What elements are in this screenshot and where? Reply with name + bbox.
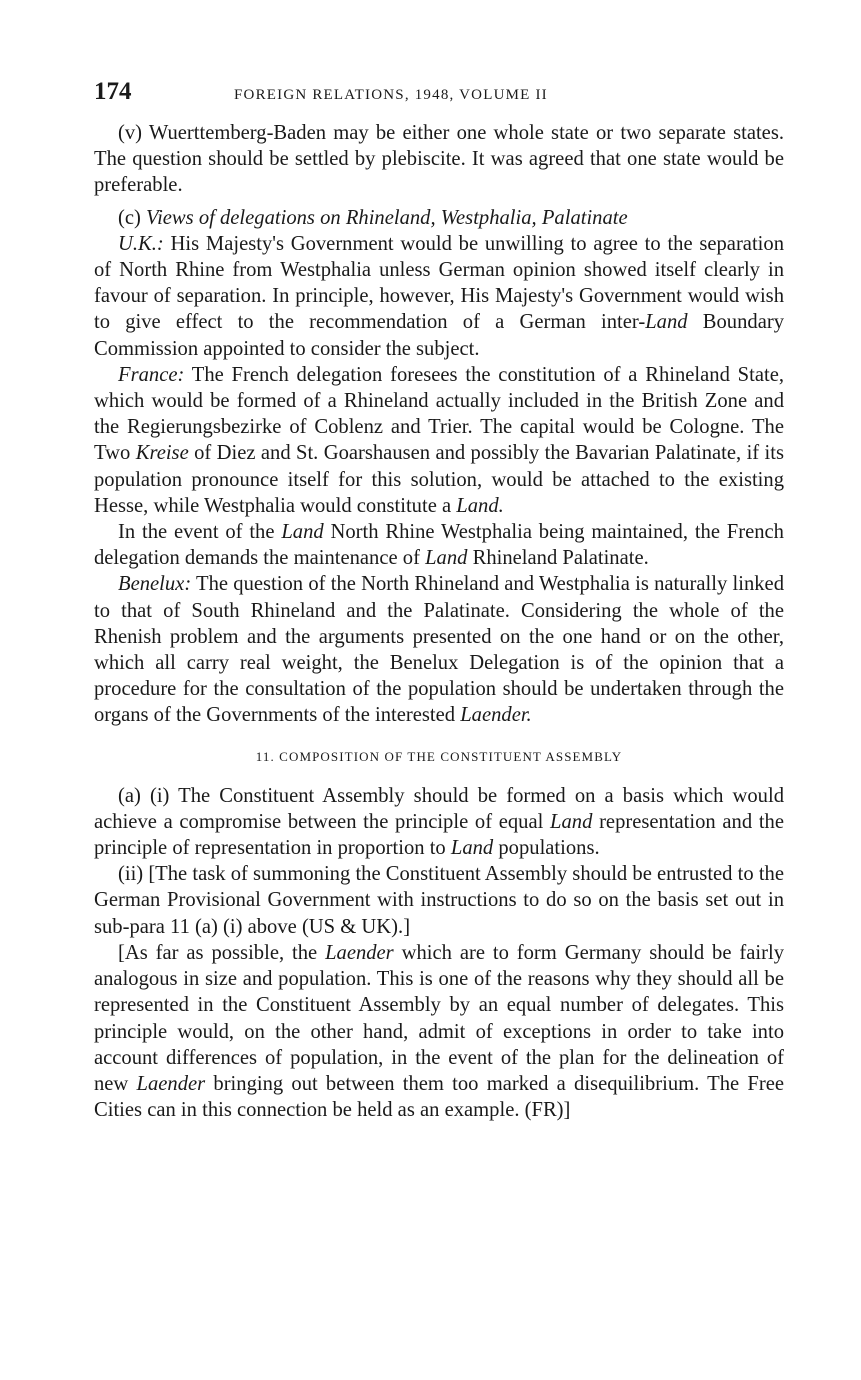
uk-label: U.K.: (118, 232, 164, 255)
france-text-1: The French delegation foresees the constitution of a Rhineland State, which would be formed of a Rhineland actually included in the British Zone and the Regierungsbezirke of Coblenz and Trier. The capital would be Cologne. The Two (94, 363, 784, 465)
s11-a-italic-2: Land (450, 837, 494, 860)
uk-italic-1: Land (645, 311, 688, 334)
paragraph-france-land-maintenance (94, 519, 784, 571)
uk-text-1: His Majesty's Government would be unwilling to agree to the separation of North Rhine from Westphalia unless German opinion showed itself clearly in favour of separation. In principle, however, His Majesty's Government would wish to give effect to the recommendation of a German inter- (94, 232, 784, 334)
section-heading-11: 11. COMPOSITION OF THE CONSTITUENT ASSEMBLY (255, 748, 623, 764)
paragraph-11-fr-note (94, 940, 784, 1123)
paragraph-11-a-i (94, 783, 784, 862)
france-label: France: (118, 363, 185, 386)
subheading-c-views (94, 205, 784, 231)
running-head: FOREIGN RELATIONS, 1948, VOLUME II (234, 87, 548, 103)
s11-fr-text-1: [As far as possible, the (118, 941, 326, 964)
france-italic-2: Land. (456, 494, 504, 517)
france-p2-italic-1: Land (281, 521, 324, 544)
s11-a-italic-1: Land (550, 810, 593, 833)
subheading-c-label: (c) (118, 206, 147, 229)
paragraph-france-view (94, 362, 784, 519)
document-page (94, 78, 784, 1123)
page-number: 174 (94, 78, 132, 105)
s11-a-text-2: representation and the principle of representation in proportion to (94, 810, 784, 860)
s11-fr-text-3: bringing out between them too marked a disequilibrium. The Free Cities can in this connection be held as an example. (FR)] (94, 1072, 784, 1122)
s11-fr-italic-1: Laender (325, 941, 394, 964)
s11-fr-text-2: which are to form Germany should be fairly analogous in size and population. This is one of the reasons why they should all be represented in the Constituent Assembly by an equal number of delegates. This principle would, on the other hand, admit of exceptions in order to take into account differences of population, in the event of the plan for the delineation of new (94, 941, 784, 1095)
subheading-c-title: Views of delegations on Rhineland, Westphalia, Palatinate (146, 206, 628, 229)
benelux-label: Benelux: (118, 573, 192, 596)
paragraph-benelux-view (94, 571, 784, 728)
benelux-italic-1: Laender. (460, 704, 532, 727)
france-italic-1: Kreise (135, 442, 189, 465)
s11-a-text-1: (a) (i) The Constituent Assembly should be formed on a basis which would achieve a compromise between the principle of equal (94, 784, 784, 833)
france-p2-text-1: In the event of the (118, 521, 282, 544)
paragraph-uk-view (94, 231, 784, 362)
paragraph-v-wuerttemberg-baden: (v) Wuerttemberg-Baden may be either one whole state or two separate states. The question should be settled by plebiscite. It was agreed that one state would be preferable. (94, 122, 784, 197)
page-header (94, 78, 784, 108)
paragraph-11-a-ii: (ii) [The task of summoning the Constituent Assembly should be entrusted to the German Provisional Government with instructions to do so on the basis set out in sub-para 11 (a) (i) above (US & UK).] (94, 863, 784, 938)
s11-a-text-3: populations. (493, 837, 600, 860)
uk-text-2: Boundary Commission appointed to consider the subject. (94, 311, 784, 360)
france-text-2: of Diez and St. Goarshausen and possibly the Bavarian Palatinate, if its population pronounce itself for this solution, would be attached to the existing Hesse, while Westphalia would constitute a (94, 442, 784, 517)
france-p2-italic-2: Land (425, 547, 468, 570)
s11-fr-italic-2: Laender (136, 1072, 206, 1095)
benelux-text-1: The question of the North Rhineland and Westphalia is naturally linked to that of South Rhineland and the Palatinate. Considering the whole of the Rhenish problem and the arguments presented on the one hand or on the other, which all carry real weight, the Benelux Delegation is of the opinion that a procedure for the consultation of the population should be undertaken through the organs of the Governments of the interested (94, 573, 784, 727)
france-p2-text-3: Rhineland Palatinate. (467, 547, 649, 570)
france-p2-text-2: North Rhine Westphalia being maintained, the French delegation demands the maintenance of (94, 521, 784, 570)
